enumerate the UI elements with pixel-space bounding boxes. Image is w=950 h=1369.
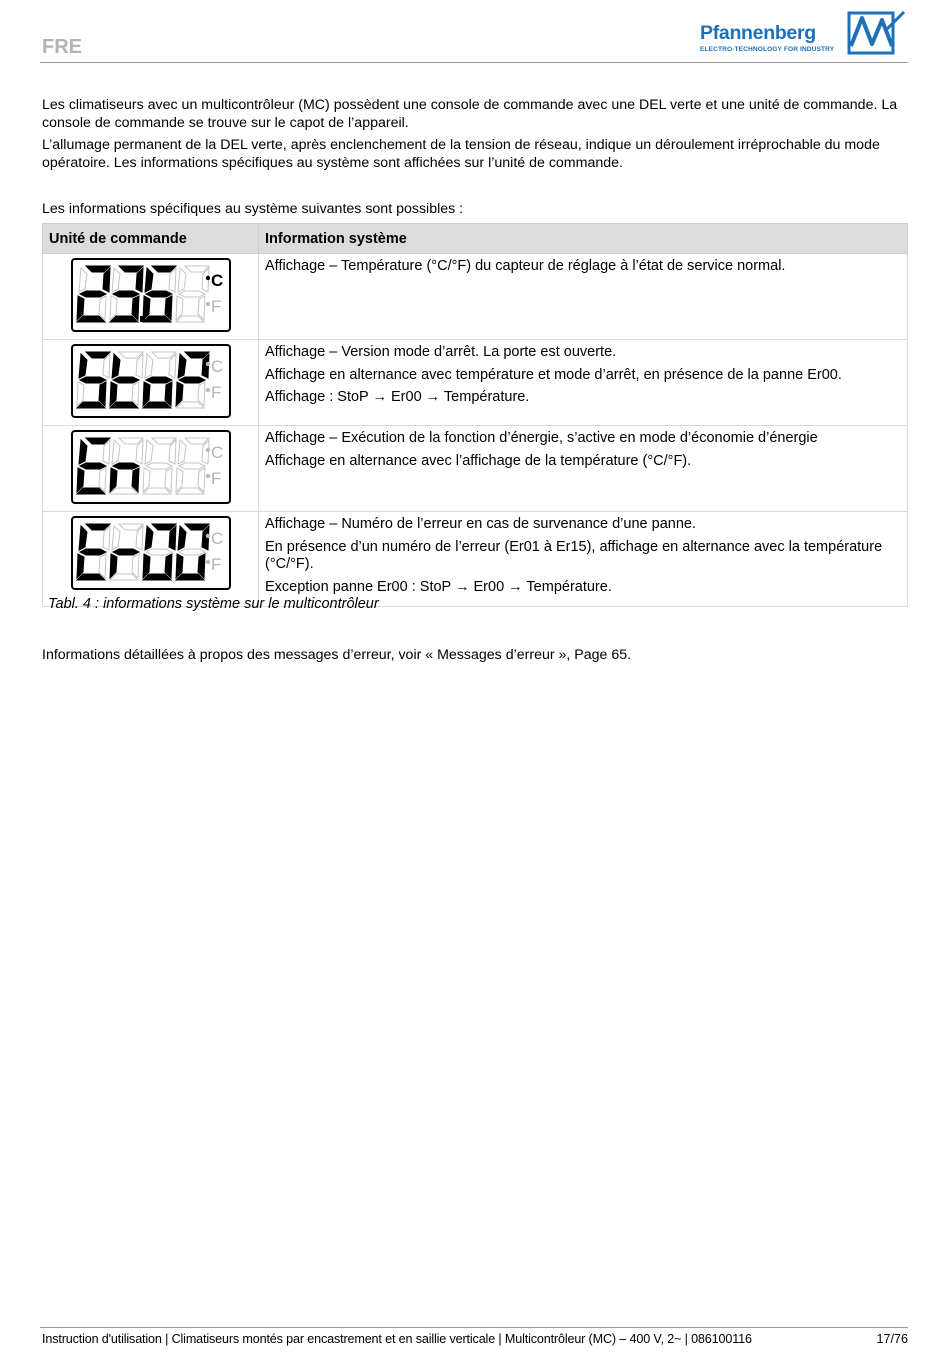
celsius-label: C	[210, 529, 223, 548]
lcd-display	[71, 430, 231, 504]
lcd-segment-on	[80, 549, 106, 555]
logo-mark-icon	[846, 10, 908, 56]
lcd-segment-off	[179, 291, 205, 297]
lcd-segment-on	[80, 463, 106, 469]
fahrenheit-label: F	[210, 383, 221, 402]
table-caption: Tabl. 4 : informations système sur le multicontrôleur	[48, 596, 379, 612]
fahrenheit-indicator	[205, 474, 209, 478]
info-lead-paragraph: Les informations spécifiques au système suivantes sont possibles :	[42, 201, 464, 217]
info-cell	[259, 512, 908, 607]
info-line: Affichage – Température (°C/°F) du capteur de réglage à l’état de service normal.	[265, 258, 786, 274]
info-line: Affichage – Exécution de la fonction d’énergie, s’active en mode d’économie d’énergie	[265, 430, 818, 446]
logo-tagline: ELECTRO-TECHNOLOGY FOR INDUSTRY	[700, 46, 835, 53]
lcd-segment-off	[146, 463, 172, 469]
info-line: Affichage : StoP → Er00 → Température.	[265, 389, 530, 405]
lcd-segment-on	[113, 291, 139, 297]
lcd-segment-on	[179, 377, 205, 383]
error-reference-paragraph: Informations détaillées à propos des messages d’erreur, voir « Messages d’erreur », Page 65.	[42, 647, 632, 663]
info-line: En présence d’un numéro de l’erreur (Er01 à Er15), affichage en alternance avec la température (°C/°F).	[265, 538, 883, 572]
display-cell	[43, 340, 259, 426]
info-cell	[259, 254, 908, 340]
logo-name: Pfannenberg	[700, 22, 816, 44]
lcd-segment-on	[113, 463, 139, 469]
lcd-segment-off	[146, 549, 172, 555]
language-code: FRE	[42, 36, 82, 58]
fahrenheit-indicator	[205, 302, 209, 306]
celsius-label: C	[210, 357, 223, 376]
table-row	[43, 512, 908, 607]
table-row	[43, 254, 908, 340]
info-line: Affichage en alternance avec l’affichage de la température (°C/°F).	[265, 452, 692, 469]
fahrenheit-indicator	[205, 560, 209, 564]
intro-paragraph: Les climatiseurs avec un multicontrôleur (MC) possèdent une console de commande avec une DEL verte et une unité de commande. La console de commande se trouve sur le capot de l’appareil.	[42, 97, 898, 131]
footer-rule	[40, 1327, 908, 1328]
lcd-segment-on	[146, 377, 172, 383]
info-line: Affichage en alternance avec température et mode d’arrêt, en présence de la panne Er00.	[265, 366, 842, 383]
lcd-segment-on	[146, 291, 172, 297]
lcd-display	[71, 344, 231, 418]
lcd-segment-on	[113, 377, 139, 383]
lcd-segment-on	[80, 377, 106, 383]
fahrenheit-indicator	[205, 388, 209, 392]
led-paragraph: L’allumage permanent de la DEL verte, après enclenchement de la tension de réseau, indique un déroulement irréprochable du mode opératoire. Les informations spécifiques au système sont affichées sur l’unité de commande.	[42, 137, 880, 171]
fahrenheit-label: F	[210, 469, 221, 488]
fahrenheit-label: F	[210, 297, 221, 316]
display-cell	[43, 426, 259, 512]
table-header-row	[43, 224, 908, 254]
system-info-table	[42, 223, 908, 607]
table-row	[43, 426, 908, 512]
celsius-indicator	[205, 362, 209, 366]
info-line: Exception panne Er00 : StoP → Er00 → Température.	[265, 578, 612, 595]
fahrenheit-label: F	[210, 555, 221, 574]
celsius-indicator	[205, 276, 209, 280]
display-cell	[43, 512, 259, 607]
display-cell	[43, 254, 259, 340]
table-row	[43, 340, 908, 426]
header-control-unit: Unité de commande	[43, 224, 259, 254]
lcd-display	[71, 516, 231, 590]
celsius-label: C	[210, 443, 223, 462]
footer-document-info: Instruction d'utilisation | Climatiseurs montés par encastrement et en saillie verticale | Multicontrôleur (MC) – 400 V, 2~ | 086100116	[42, 1332, 752, 1346]
lcd-segment-off	[179, 549, 205, 555]
lcd-segment-off	[179, 463, 205, 469]
header-system-info: Information système	[259, 224, 908, 254]
lcd-decimal-point	[140, 316, 145, 322]
info-cell	[259, 426, 908, 512]
lcd-segment-on	[113, 549, 139, 555]
info-cell	[259, 340, 908, 426]
info-line: Affichage – Numéro de l’erreur en cas de survenance d’une panne.	[265, 516, 696, 532]
lcd-segment-on	[80, 291, 106, 297]
celsius-label: C	[210, 271, 223, 290]
header-rule	[40, 62, 908, 63]
celsius-indicator	[205, 448, 209, 452]
company-logo	[700, 8, 910, 56]
celsius-indicator	[205, 534, 209, 538]
info-line: Affichage – Version mode d’arrêt. La porte est ouverte.	[265, 344, 617, 360]
lcd-display	[71, 258, 231, 332]
page-number: 17/76	[876, 1332, 908, 1346]
